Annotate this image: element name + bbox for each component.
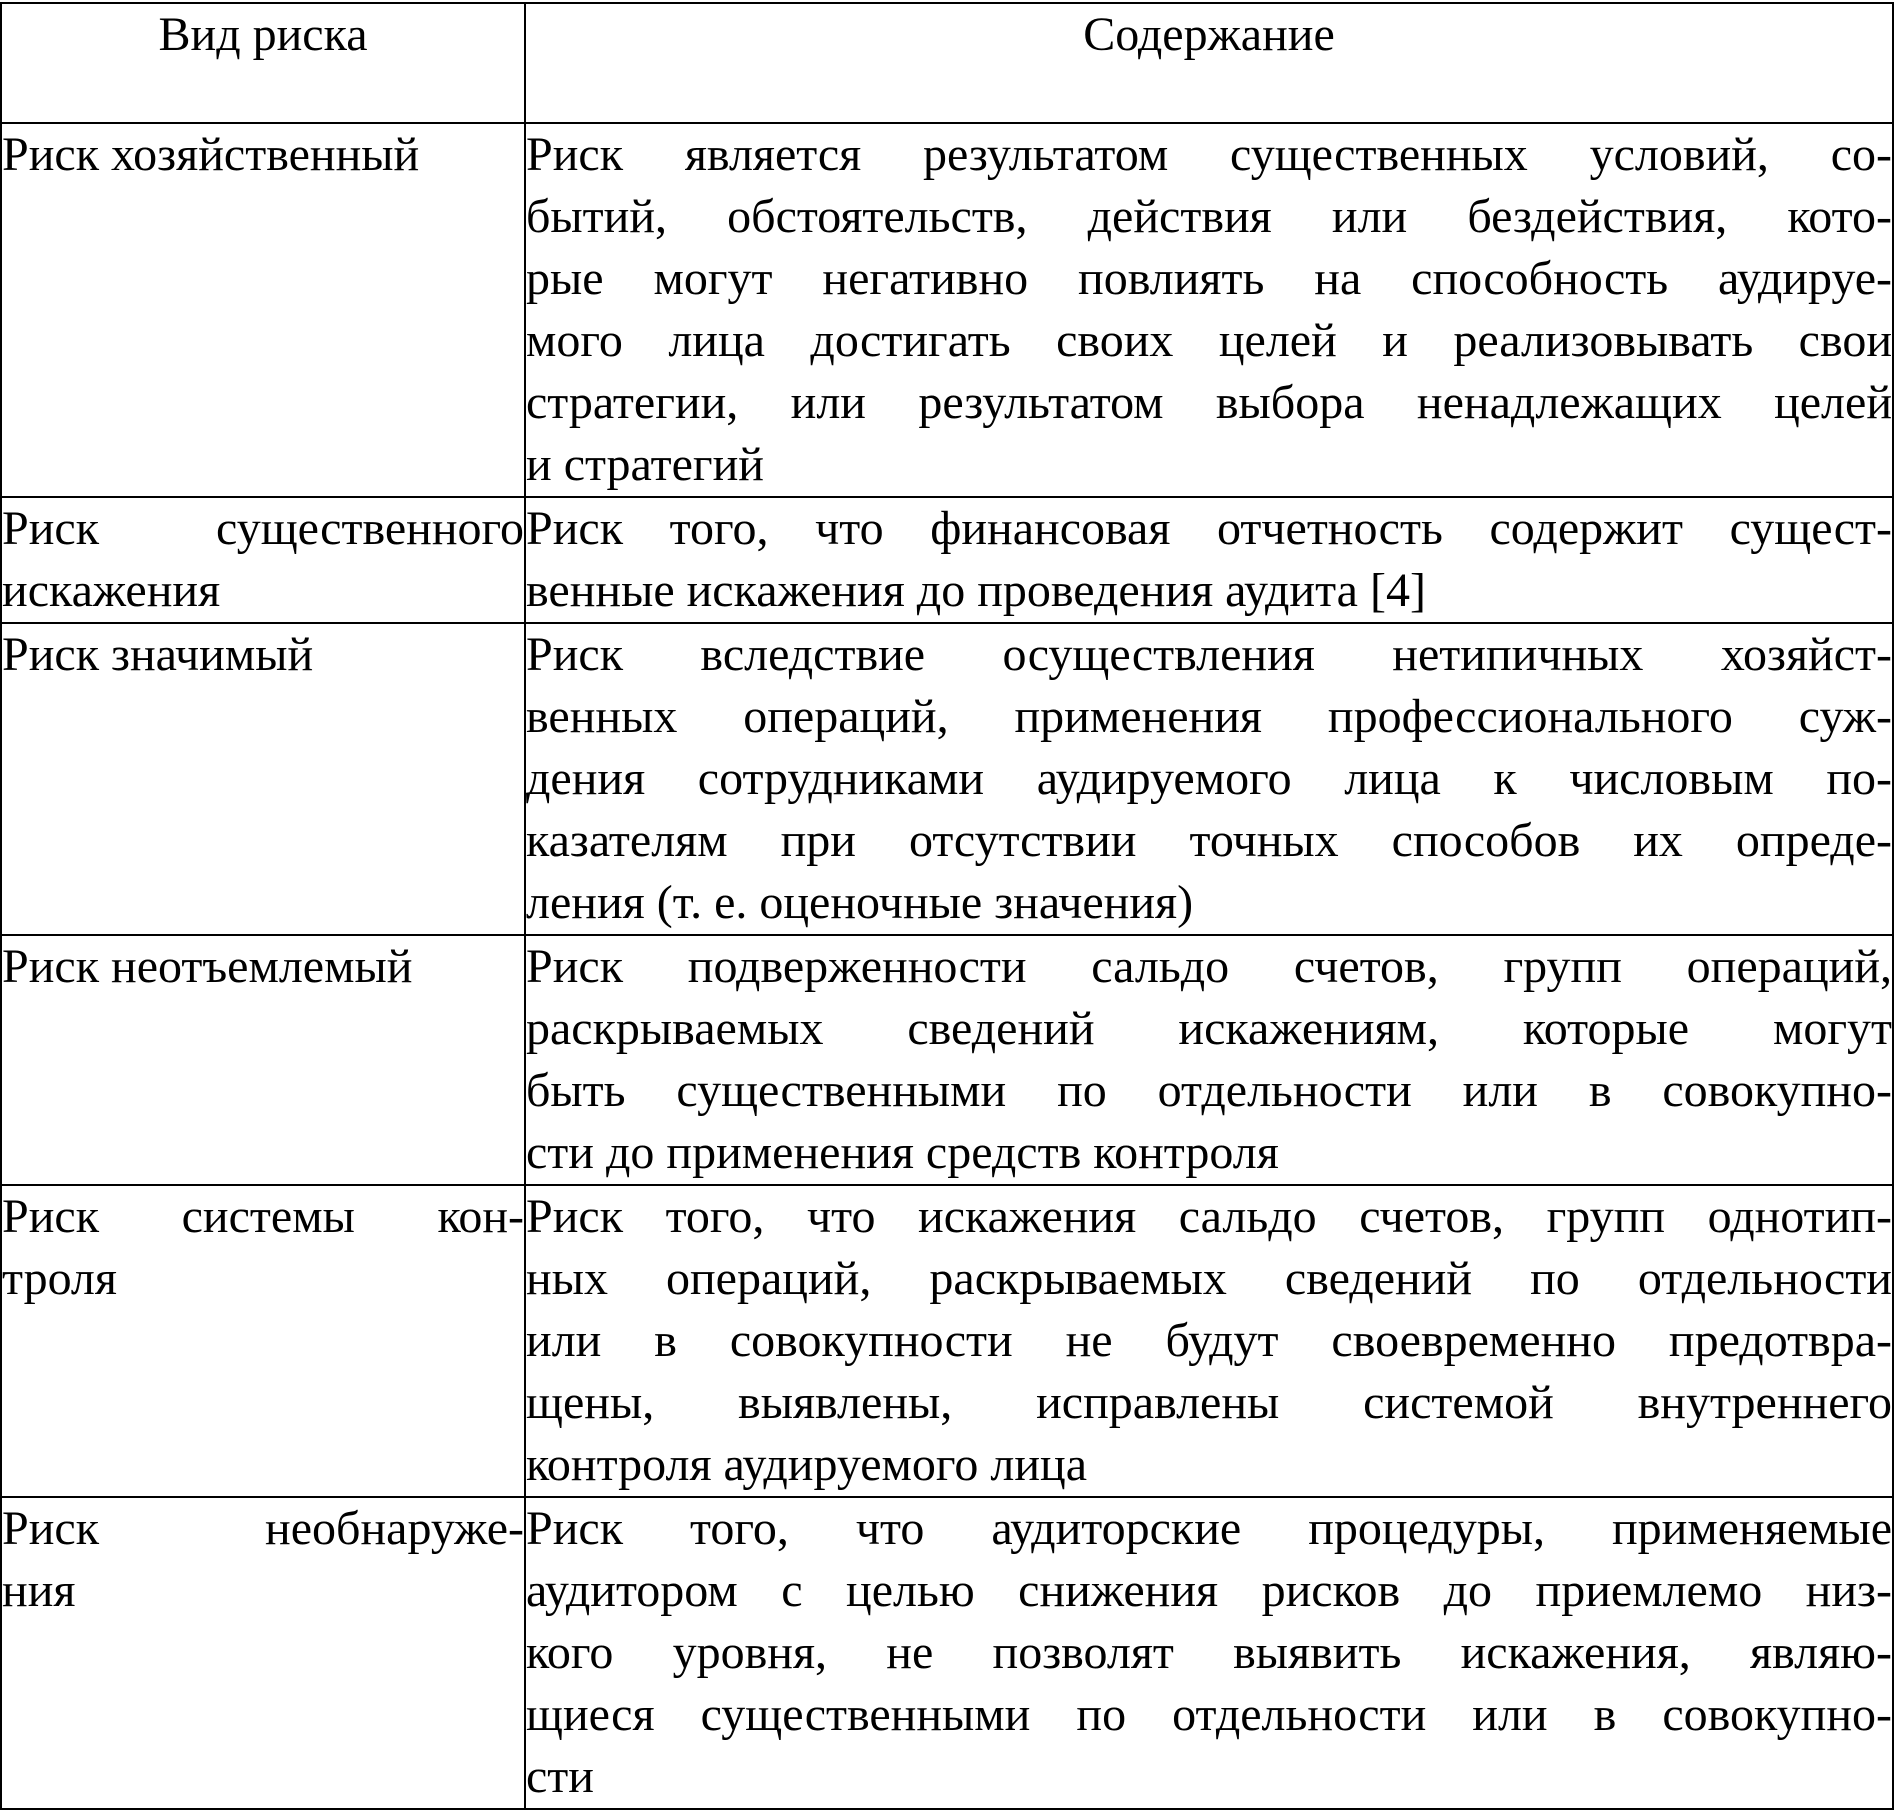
table-row	[1, 623, 1893, 935]
risk-type-line: Риск необнаруже-	[2, 1502, 524, 1555]
risk-content-line: и стратегий	[526, 438, 764, 491]
risk-content-line: аудитором с целью снижения рисков до приемлемо низ-	[526, 1564, 1892, 1617]
risk-content-line: сти до применения средств контроля	[526, 1126, 1279, 1179]
risk-content-cell	[525, 497, 1893, 623]
risk-content-line: Риск подверженности сальдо счетов, групп операций,	[526, 940, 1892, 993]
risk-content-line: венные искажения до проведения аудита [4]	[526, 564, 1426, 617]
risk-content-line: щиеся существенными по отдельности или в совокупно-	[526, 1688, 1892, 1741]
risk-content-line: щены, выявлены, исправлены системой внутреннего	[526, 1376, 1892, 1429]
risk-type-line: искажения	[2, 564, 221, 617]
risk-content-line: Риск является результатом существенных условий, со-	[526, 128, 1892, 181]
table-row	[1, 497, 1893, 623]
risk-type-line: Риск неотъемлемый	[2, 940, 413, 993]
risk-type-line: Риск системы кон-	[2, 1190, 524, 1243]
risk-type-cell	[1, 123, 525, 497]
table-body	[1, 123, 1893, 1809]
risk-content-line: Риск вследствие осуществления нетипичных хозяйст-	[526, 628, 1892, 681]
risk-content-line: контроля аудируемого лица	[526, 1438, 1088, 1491]
risk-content-line: Риск того, что искажения сальдо счетов, групп однотип-	[526, 1190, 1892, 1243]
risk-content-cell	[525, 1497, 1893, 1809]
risk-type-cell	[1, 935, 525, 1185]
risk-type-line: Риск существенного	[2, 502, 524, 555]
risk-type-cell	[1, 1185, 525, 1497]
risk-types-table	[0, 2, 1894, 1810]
risk-content-cell	[525, 123, 1893, 497]
risk-content-line: сти	[526, 1750, 594, 1803]
risk-content-line: быть существенными по отдельности или в совокупно-	[526, 1064, 1892, 1117]
table-row	[1, 123, 1893, 497]
risk-type-line: ния	[2, 1564, 76, 1617]
risk-content-line: дения сотрудниками аудируемого лица к числовым по-	[526, 752, 1892, 805]
risk-type-line: троля	[2, 1252, 117, 1305]
header-content: Содержание	[525, 3, 1893, 123]
risk-content-cell	[525, 935, 1893, 1185]
risk-content-line: Риск того, что аудиторские процедуры, применяемые	[526, 1502, 1892, 1555]
risk-content-line: рые могут негативно повлиять на способность аудируе-	[526, 252, 1892, 305]
risk-type-line: Риск хозяйственный	[2, 128, 420, 181]
risk-content-line: венных операций, применения профессионального суж-	[526, 690, 1892, 743]
risk-content-cell	[525, 623, 1893, 935]
risk-content-line: стратегии, или результатом выбора ненадлежащих целей	[526, 376, 1892, 429]
risk-content-line: казателям при отсутствии точных способов их опреде-	[526, 814, 1892, 867]
risk-type-cell	[1, 1497, 525, 1809]
risk-content-line: мого лица достигать своих целей и реализовывать свои	[526, 314, 1892, 367]
risk-content-cell	[525, 1185, 1893, 1497]
risk-content-line: ления (т. е. оценочные значения)	[526, 876, 1194, 929]
risk-content-line: кого уровня, не позволят выявить искажения, являю-	[526, 1626, 1892, 1679]
risk-content-line: Риск того, что финансовая отчетность содержит сущест-	[526, 502, 1892, 555]
risk-type-line: Риск значимый	[2, 628, 314, 681]
table-row	[1, 935, 1893, 1185]
header-risk-type: Вид риска	[1, 3, 525, 123]
table-row	[1, 1497, 1893, 1809]
table-header-row	[1, 3, 1893, 123]
risk-content-line: раскрываемых сведений искажениям, которые могут	[526, 1002, 1892, 1055]
risk-content-line: бытий, обстоятельств, действия или бездействия, кото-	[526, 190, 1892, 243]
risk-type-cell	[1, 497, 525, 623]
risk-type-cell	[1, 623, 525, 935]
risk-content-line: или в совокупности не будут своевременно предотвра-	[526, 1314, 1892, 1367]
table-row	[1, 1185, 1893, 1497]
risk-content-line: ных операций, раскрываемых сведений по отдельности	[526, 1252, 1892, 1305]
